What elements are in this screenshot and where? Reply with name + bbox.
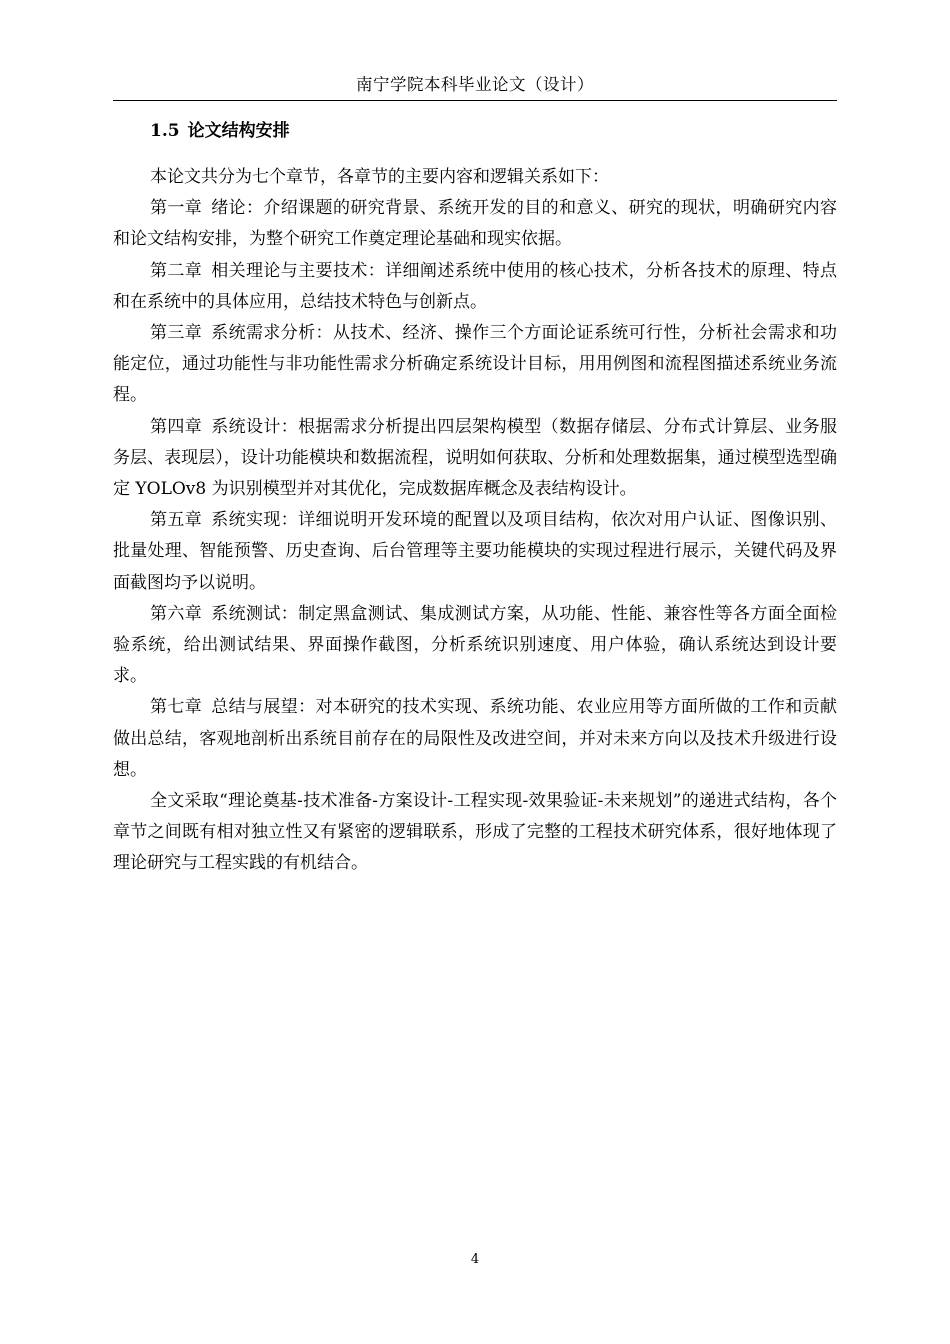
chapter-paragraph-4	[113, 412, 837, 506]
chapter-label: 第七章	[150, 697, 203, 718]
chapter-description: 系统实现：详细说明开发环境的配置以及项目结构，依次对用户认证、图像识别、批量处理、智能预警、历史查询、后台管理等主要功能模块的实现过程进行展示，关键代码及界面截图均予以说明。	[113, 510, 838, 593]
chapter-description: 系统需求分析：从技术、经济、操作三个方面论证系统可行性，分析社会需求和功能定位，通过功能性与非功能性需求分析确定系统设计目标，用用例图和流程图描述系统业务流程。	[113, 323, 838, 406]
chapter-description: 相关理论与主要技术：详细阐述系统中使用的核心技术，分析各技术的原理、特点和在系统中的具体应用，总结技术特色与创新点。	[113, 260, 838, 312]
chapter-paragraph-7	[113, 692, 837, 786]
header-title: 南宁学院本科毕业论文（设计）	[356, 75, 594, 94]
chapter-description: 系统设计：根据需求分析提出四层架构模型（数据存储层、分布式计算层、业务服务层、表现层），设计功能模块和数据流程，说明如何获取、分析和处理数据集，通过模型选型确定 YOLOv8 为识别模型并对其优化，完成数据库概念及表结构设计。	[113, 416, 838, 500]
chapter-description: 绪论：介绍课题的研究背景、系统开发的目的和意义、研究的现状，明确研究内容和论文结构安排，为整个研究工作奠定理论基础和现实依据。	[113, 198, 838, 250]
chapter-paragraph-5	[113, 505, 837, 599]
intro-paragraph: 本论文共分为七个章节，各章节的主要内容和逻辑关系如下：	[150, 167, 609, 187]
chapter-label: 第一章	[150, 198, 203, 219]
header-divider	[113, 100, 837, 101]
chapter-paragraph-1	[113, 193, 837, 255]
section-number: 1.5	[150, 121, 180, 141]
chapter-paragraph-3	[113, 318, 837, 412]
chapter-label: 第五章	[150, 510, 203, 531]
chapter-description: 总结与展望：对本研究的技术实现、系统功能、农业应用等方面所做的工作和贡献做出总结，客观地剖析出系统目前存在的局限性及改进空间，并对未来方向以及技术升级进行设想。	[113, 697, 838, 780]
chapter-paragraph-6	[113, 599, 837, 693]
page-number: 4	[470, 1252, 480, 1267]
page-body	[113, 118, 837, 880]
chapter-label: 第四章	[150, 416, 203, 437]
chapter-description: 系统测试：制定黑盒测试、集成测试方案，从功能、性能、兼容性等各方面全面检验系统，给出测试结果、界面操作截图，分析系统识别速度、用户体验，确认系统达到设计要求。	[113, 603, 838, 687]
section-title: 论文结构安排	[187, 121, 290, 141]
chapter-paragraph-2	[113, 256, 837, 318]
chapter-label: 第六章	[150, 603, 203, 624]
page-header	[113, 72, 837, 102]
chapter-label: 第二章	[150, 260, 203, 281]
section-heading	[150, 118, 837, 144]
conclusion-paragraph: 全文采取“理论奠基-技术准备-方案设计-工程实现-效果验证-未来规划”的递进式结构，各个章节之间既有相对独立性又有紧密的逻辑联系，形成了完整的工程技术研究体系，很好地体现了理论研究与工程实践的有机结合。	[113, 791, 837, 874]
chapter-label: 第三章	[150, 323, 203, 344]
